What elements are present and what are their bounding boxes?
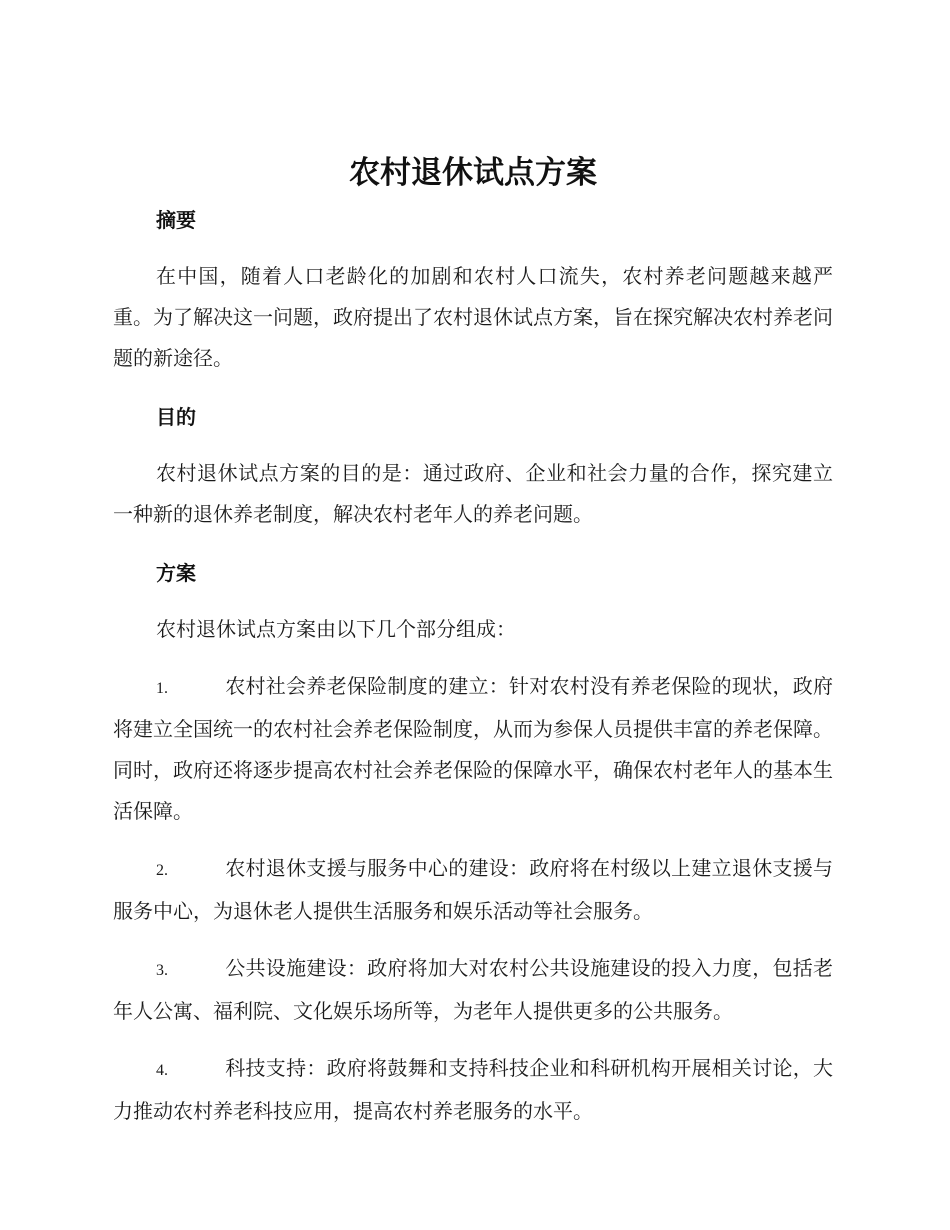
section-heading-purpose: 目的 xyxy=(156,405,196,429)
plan-intro-paragraph: 农村退休试点方案由以下几个部分组成： xyxy=(156,617,516,641)
list-item-number: 3. xyxy=(156,962,168,979)
document-body xyxy=(113,148,833,1132)
section-heading-plan: 方案 xyxy=(156,561,196,585)
list-item xyxy=(113,948,833,1032)
list-item-text: 农村社会养老保险制度的建立：针对农村没有养老保险的现状，政府将建立全国统一的农村社会养老保险制度，从而为参保人员提供丰富的养老保障。同时，政府还将逐步提高农村社会养老保险的保障水平，确保农村老年人的基本生活保障。 xyxy=(113,674,833,823)
list-item-number: 1. xyxy=(156,680,168,697)
list-item-text: 农村退休支援与服务中心的建设：政府将在村级以上建立退休支援与服务中心，为退休老人提供生活服务和娱乐活动等社会服务。 xyxy=(113,856,833,923)
purpose-paragraph: 农村退休试点方案的目的是：通过政府、企业和社会力量的合作，探究建立一种新的退休养老制度，解决农村老年人的养老问题。 xyxy=(113,461,833,526)
section-heading-abstract: 摘要 xyxy=(156,208,196,232)
document-title: 农村退休试点方案 xyxy=(349,155,597,191)
list-item xyxy=(113,1048,833,1132)
list-item-text: 科技支持：政府将鼓舞和支持科技企业和科研机构开展相关讨论，大力推动农村养老科技应用，提高农村养老服务的水平。 xyxy=(113,1056,833,1123)
list-item xyxy=(113,666,833,832)
list-item-number: 2. xyxy=(156,862,168,879)
list-item-text: 公共设施建设：政府将加大对农村公共设施建设的投入力度，包括老年人公寓、福利院、文化娱乐场所等，为老年人提供更多的公共服务。 xyxy=(113,956,833,1023)
list-item-number: 4. xyxy=(156,1062,168,1079)
list-item xyxy=(113,848,833,932)
abstract-paragraph: 在中国，随着人口老龄化的加剧和农村人口流失，农村养老问题越来越严重。为了解决这一问题，政府提出了农村退休试点方案，旨在探究解决农村养老问题的新途径。 xyxy=(113,264,833,370)
